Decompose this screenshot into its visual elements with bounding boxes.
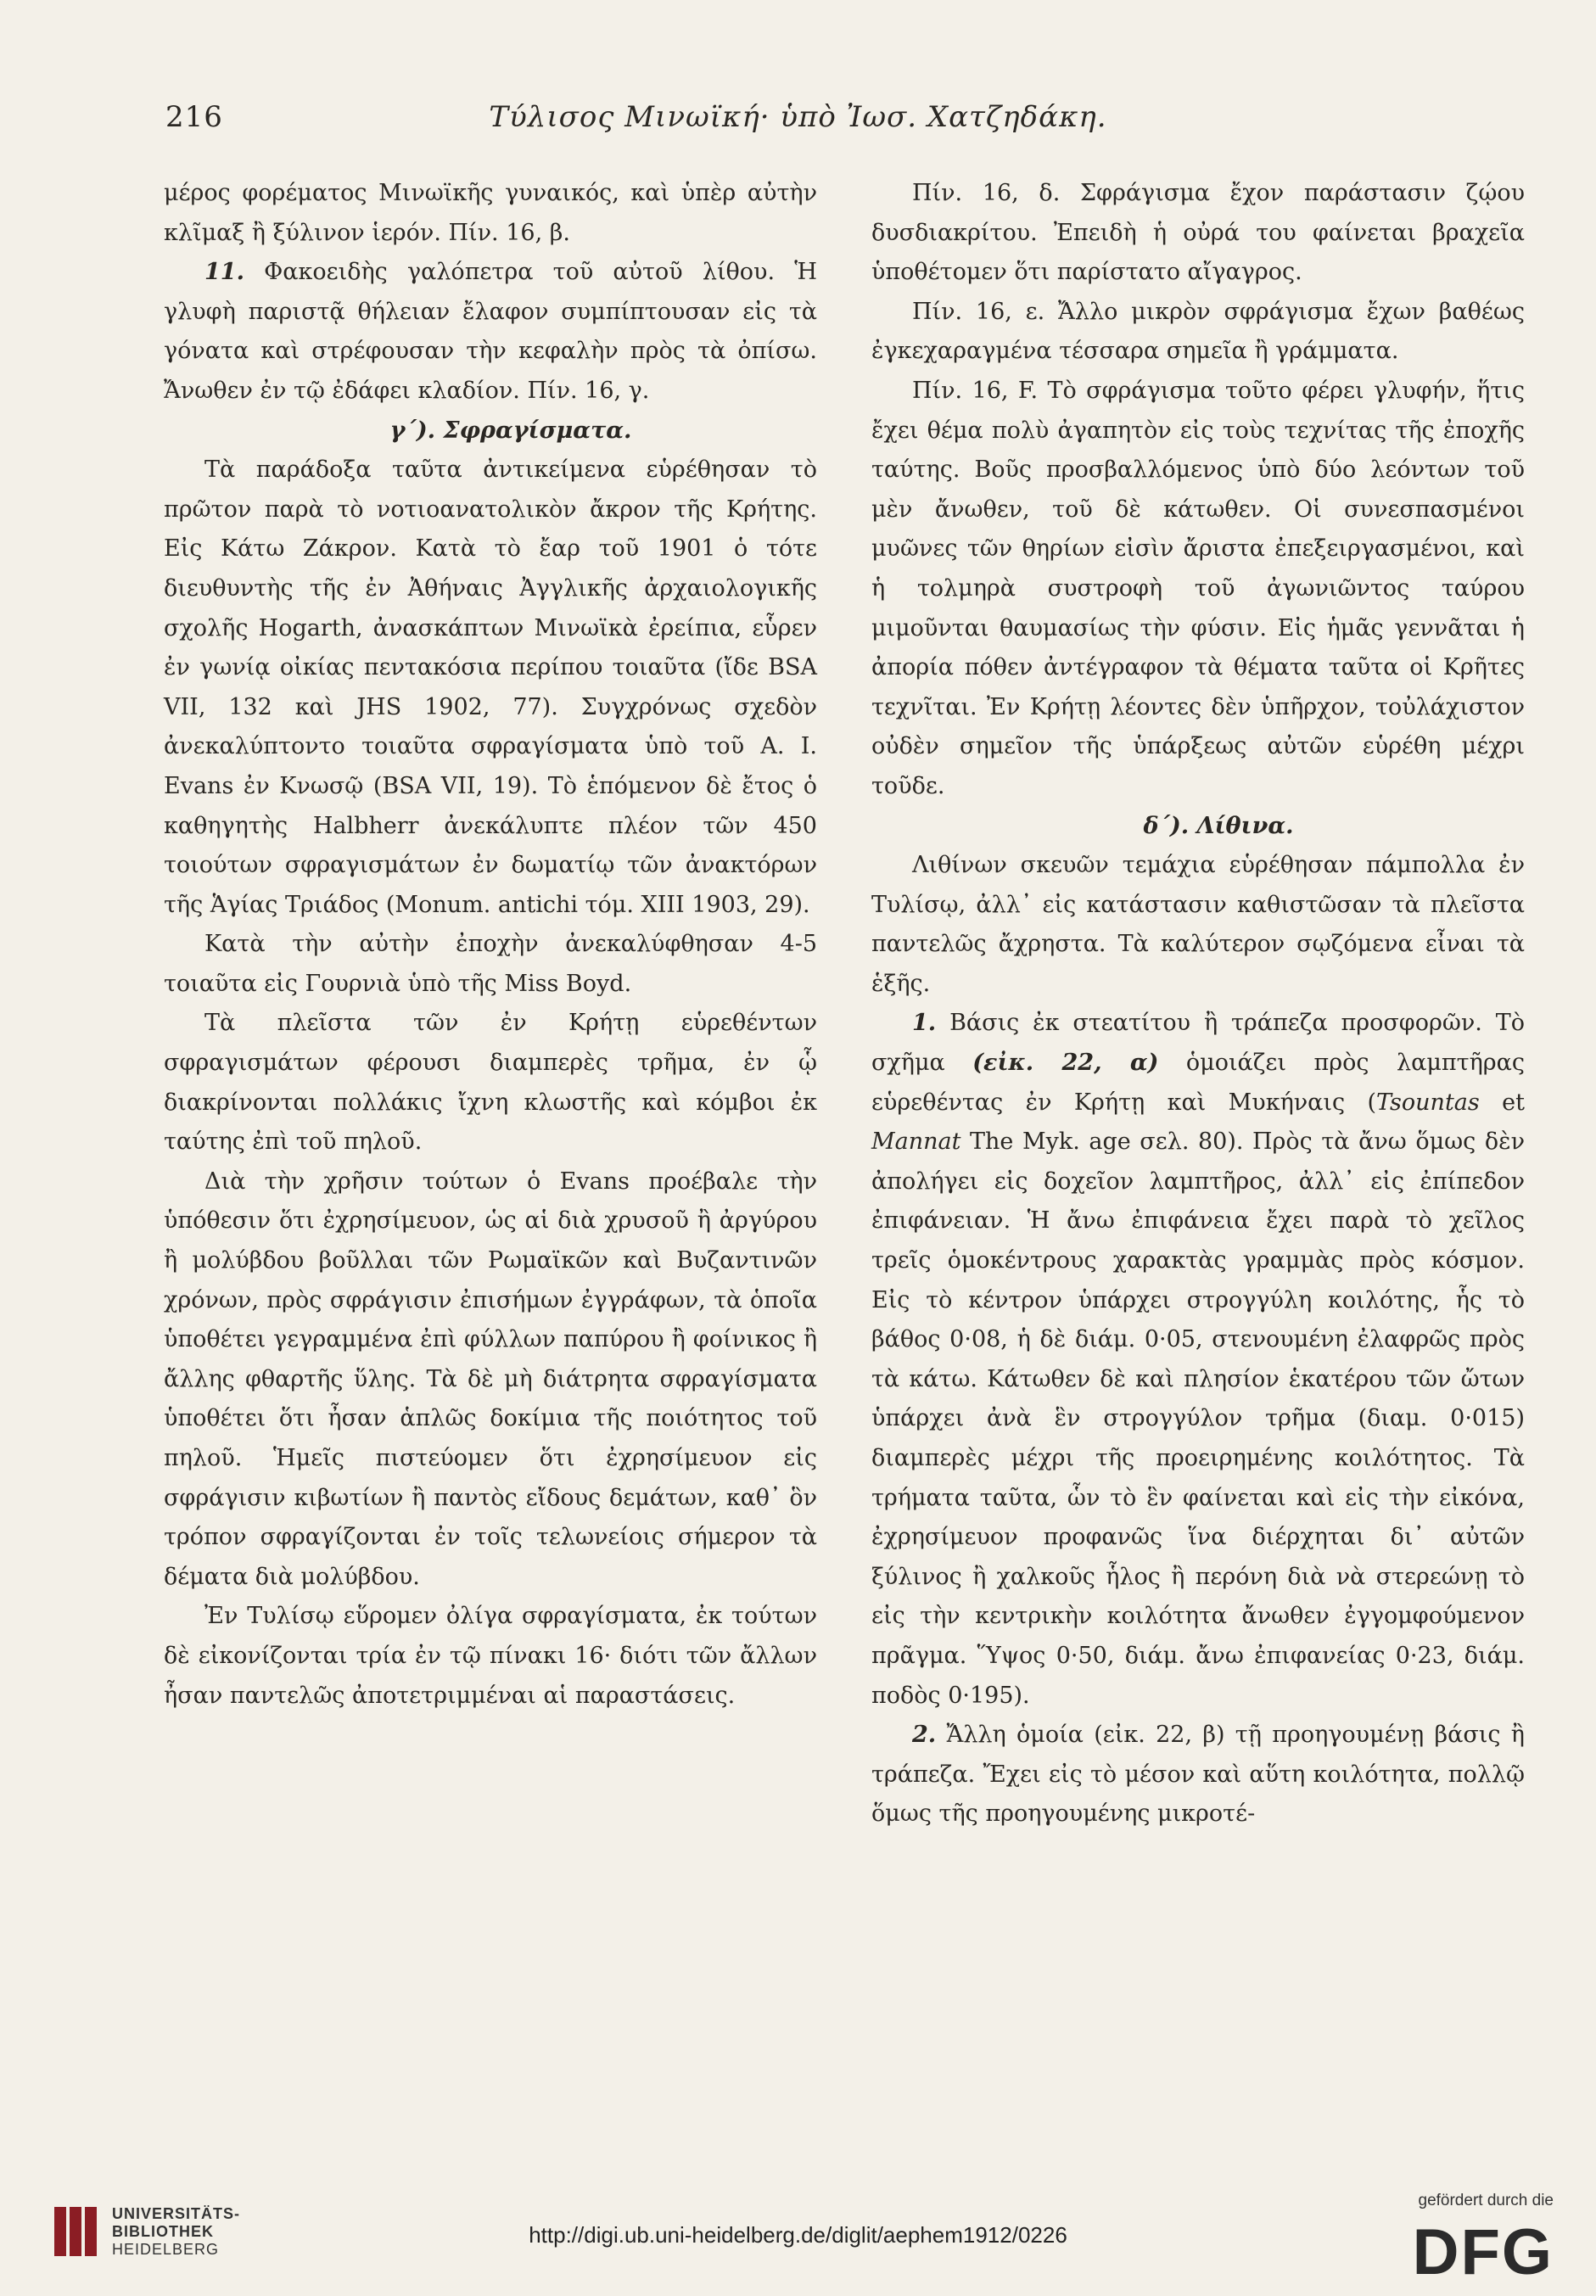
page-number: 216 xyxy=(165,100,223,134)
right-column xyxy=(871,174,1525,1834)
dfg-logo: DFG xyxy=(1412,2216,1554,2288)
section-heading: δ΄). Λίθινα. xyxy=(1143,812,1294,839)
paragraph xyxy=(871,1716,1525,1834)
running-title: Τύλισος Μινωϊκή· ὑπὸ Ἰωσ. Χατζηδάκη. xyxy=(489,100,1107,134)
author-name: Tsountas xyxy=(1376,1089,1480,1116)
funded-by-label: gefördert durch die xyxy=(1418,2192,1554,2209)
paragraph: Κατὰ τὴν αὐτὴν ἐποχὴν ἀνεκαλύφθησαν 4-5 τοιαῦτα εἰς Γουρνιὰ ὑπὸ τῆς Miss Boyd. xyxy=(164,931,817,997)
paragraph: Λιθίνων σκευῶν τεμάχια εὑρέθησαν πάμπολλα ἐν Τυλίσῳ, ἀλλ᾽ εἰς κατάστασιν καθιστῶσαν τὰ πλεῖστα παντελῶς ἄχρηστα. Τὰ καλύτερον σῳζόμενα εἶναι τὰ ἑξῆς. xyxy=(871,852,1525,997)
paragraph: Πίν. 16, δ. Σφράγισμα ἔχον παράστασιν ζῴου δυσδιακρίτου. Ἐπειδὴ ἡ οὐρά του φαίνεται βραχεῖα ὑποθέτομεν ὅτι παρίστατο αἴγαγρος. xyxy=(871,180,1525,286)
figure-reference: (εἰκ. 22, α) xyxy=(972,1050,1159,1077)
library-name-line: HEIDELBERG xyxy=(112,2241,220,2258)
left-column xyxy=(164,174,817,1716)
paragraph: μέρος φορέματος Μινωϊκῆς γυναικός, καὶ ὑπὲρ αὐτὴν κλῖμαξ ἢ ξύλινον ἱερόν. Πίν. 16, β. xyxy=(164,180,817,246)
item-number: 1. xyxy=(912,1010,937,1037)
paragraph-text: Ἄλλη ὁμοία (εἰκ. 22, β) τῇ προηγουμένῃ βάσις ἢ τράπεζα. Ἔχει εἰς τὸ μέσον καὶ αὕτη κοιλότητα, πολλῷ ὅμως τῆς προηγουμένης μικροτέ- xyxy=(871,1722,1525,1828)
paragraph-text: Φακοειδὴς γαλόπετρα τοῦ αὐτοῦ λίθου. Ἡ γλυφὴ παριστᾷ θήλειαν ἔλαφον συμπίπτουσαν εἰς τὰ γόνατα καὶ στρέφουσαν τὴν κεφαλὴν πρὸς τὰ ὀπίσω. Ἄνωθεν ἐν τῷ ἐδάφει κλαδίον. Πίν. 16, γ. xyxy=(164,259,817,404)
section-heading: γ΄). Σφραγίσματα. xyxy=(389,417,632,444)
page-header xyxy=(0,100,1596,151)
item-number: 11. xyxy=(204,259,244,286)
paragraph-text: Βάσις ἐκ στεατίτου ἢ τράπεζα προσφορῶν. Τὸ σχῆμα xyxy=(871,1010,1525,1077)
paragraph: Πίν. 16, ε. Ἄλλο μικρὸν σφράγισμα ἔχων βαθέως ἐγκεχαραγμένα τέσσαρα σημεῖα ἢ γράμματα. xyxy=(871,298,1525,365)
paragraph-text: ὁμοιάζει πρὸς λαμπτῆρας εὑρεθέντας ἐν Κρήτῃ καὶ Μυκήναις ( xyxy=(871,1050,1526,1116)
paragraph: Πίν. 16, F. Τὸ σφράγισμα τοῦτο φέρει γλυφήν, ἥτις ἔχει θέμα πολὺ ἀγαπητὸν εἰς τοὺς τεχνίτας τῆς ἐποχῆς ταύτης. Βοῦς προσβαλλόμενος ὑπὸ δύο λεόντων τοῦ μὲν ἄνωθεν, τοῦ δὲ κάτωθεν. Οἱ συνεσπασμένοι μυῶνες τῶν θηρίων εἰσὶν ἄριστα ἐπεξειργασμένοι, καὶ ἡ τολμηρὰ συστροφὴ τοῦ ἀγωνιῶντος ταύρου μιμοῦνται θαυμασίως τὴν φύσιν. Εἰς ἡμᾶς γεννᾶται ἡ ἀπορία πόθεν ἀντέγραφον τὰ θέματα ταῦτα οἱ Κρῆτες τεχνῖται. Ἐν Κρήτῃ λέοντες δὲν ὑπῆρχον, τοὐλάχιστον οὐδὲν σημεῖον τῆς ὑπάρξεως αὐτῶν εὑρέθη μέχρι τοῦδε. xyxy=(871,377,1525,799)
paragraph xyxy=(164,253,817,411)
paragraph: Τὰ πλεῖστα τῶν ἐν Κρήτῃ εὑρεθέντων σφραγισμάτων φέρουσι διαμπερὲς τρῆμα, ἐν ᾧ διακρίνονται πολλάκις ἴχνη κλωστῆς καὶ κόμβοι ἐκ ταύτης ἐπὶ τοῦ πηλοῦ. xyxy=(164,1010,817,1156)
library-name-line: UNIVERSITÄTS- xyxy=(112,2205,241,2222)
paragraph: Ἐν Τυλίσῳ εὕρομεν ὀλίγα σφραγίσματα, ἐκ τούτων δὲ εἰκονίζονται τρία ἐν τῷ πίνακι 16· διότι τῶν ἄλλων ἦσαν παντελῶς ἀποτετριμμέναι αἱ παραστάσεις. xyxy=(164,1603,817,1709)
library-name-line: BIBLIOTHEK xyxy=(112,2223,214,2240)
source-url-link[interactable]: http://digi.ub.uni-heidelberg.de/diglit/aephem1912/0226 xyxy=(529,2222,1067,2248)
paragraph-text: The Myk. age σελ. 80). Πρὸς τὰ ἄνω ὅμως δὲν ἀπολήγει εἰς δοχεῖον λαμπτῆρος, ἀλλ᾽ εἰς ἐπίπεδον ἐπιφάνειαν. Ἡ ἄνω ἐπιφάνεια ἔχει παρὰ τὸ χεῖλος τρεῖς ὁμοκέντρους χαρακτὰς γραμμὰς πρὸς κόσμον. Εἰς τὸ κέντρον ὑπάρχει στρογγύλη κοιλότης, ἧς τὸ βάθος 0·08, ἡ δὲ διάμ. 0·05, στενουμένη ἐλαφρῶς πρὸς τὰ κάτω. Κάτωθεν δὲ καὶ πλησίον ἑκατέρου τῶν ὤτων ὑπάρχει ἀνὰ ἓν στρογγύλον τρῆμα (διαμ. 0·015) διαμπερὲς μέχρι τῆς προειρημένης κοιλότητος. Τὰ τρήματα ταῦτα, ὧν τὸ ἓν φαίνεται καὶ εἰς τὴν εἰκόνα, ἐχρησίμευον προφανῶς ἵνα διέρχηται δι᾽ αὐτῶν ξύλινος ἢ χαλκοῦς ἧλος ἢ περόνη διὰ νὰ στερεώνῃ τὸ εἰς τὴν κεντρικὴν κοιλότητα ἄνωθεν ἐγγομφούμενον πρᾶγμα. Ὕψος 0·50, διάμ. ἄνω ἐπιφανείας 0·23, διάμ. ποδὸς 0·195). xyxy=(871,1128,1525,1709)
paragraph: Διὰ τὴν χρῆσιν τούτων ὁ Evans προέβαλε τὴν ὑπόθεσιν ὅτι ἐχρησίμευον, ὡς αἱ διὰ χρυσοῦ ἢ ἀργύρου ἢ μολύβδου βοῦλλαι τῶν Ρωμαϊκῶν καὶ Βυζαντινῶν χρόνων, πρὸς σφράγισιν ἐπισήμων ἐγγράφων, τὰ ὁποῖα ὑποθέτει γεγραμμένα ἐπὶ φύλλων παπύρου ἢ φοίνικος ἢ ἄλλης φθαρτῆς ὕλης. Τὰ δὲ μὴ διάτρητα σφραγίσματα ὑποθέτει ὅτι ἦσαν ἁπλῶς δοκίμια τῆς ποιότητος τοῦ πηλοῦ. Ἡμεῖς πιστεύομεν ὅτι ἐχρησίμευον εἰς σφράγισιν κιβωτίων ἢ παντὸς εἴδους δεμάτων, καθ᾽ ὃν τρόπον σφραγίζονται ἐν τοῖς τελωνείοις σήμερον τὰ δέματα διὰ μολύβδου. xyxy=(164,1168,817,1590)
paragraph: Τὰ παράδοξα ταῦτα ἀντικείμενα εὑρέθησαν τὸ πρῶτον παρὰ τὸ νοτιοανατολικὸν ἄκρον τῆς Κρήτης. Εἰς Κάτω Ζάκρον. Κατὰ τὸ ἔαρ τοῦ 1901 ὁ τότε διευθυντὴς τῆς ἐν Ἀθήναις Ἀγγλικῆς ἀρχαιολογικῆς σχολῆς Hogarth, ἀνασκάπτων Μινωϊκὰ ἐρείπια, εὗρεν ἐν γωνίᾳ οἰκίας πεντακόσια περίπου τοιαῦτα (ἴδε BSA VII, 132 καὶ JHS 1902, 77). Συγχρόνως σχεδὸν ἀνεκαλύπτοντο τοιαῦτα σφραγίσματα ὑπὸ τοῦ A. I. Evans ἐν Κνωσῷ (BSA VII, 19). Τὸ ἑπόμενον δὲ ἔτος ὁ καθηγητὴς Halbherr ἀνεκάλυπτε πλέον τῶν 450 τοιούτων σφραγισμάτων ἐν δωματίῳ τῶν ἀνακτόρων τῆς Ἁγίας Τριάδος (Monum. antichi τόμ. XIII 1903, 29). xyxy=(164,456,817,918)
paragraph xyxy=(871,1004,1525,1716)
item-number: 2. xyxy=(912,1722,937,1749)
digitization-footer xyxy=(0,2185,1596,2296)
author-name: Mannat xyxy=(871,1128,961,1156)
paragraph-text: et xyxy=(1502,1089,1525,1116)
